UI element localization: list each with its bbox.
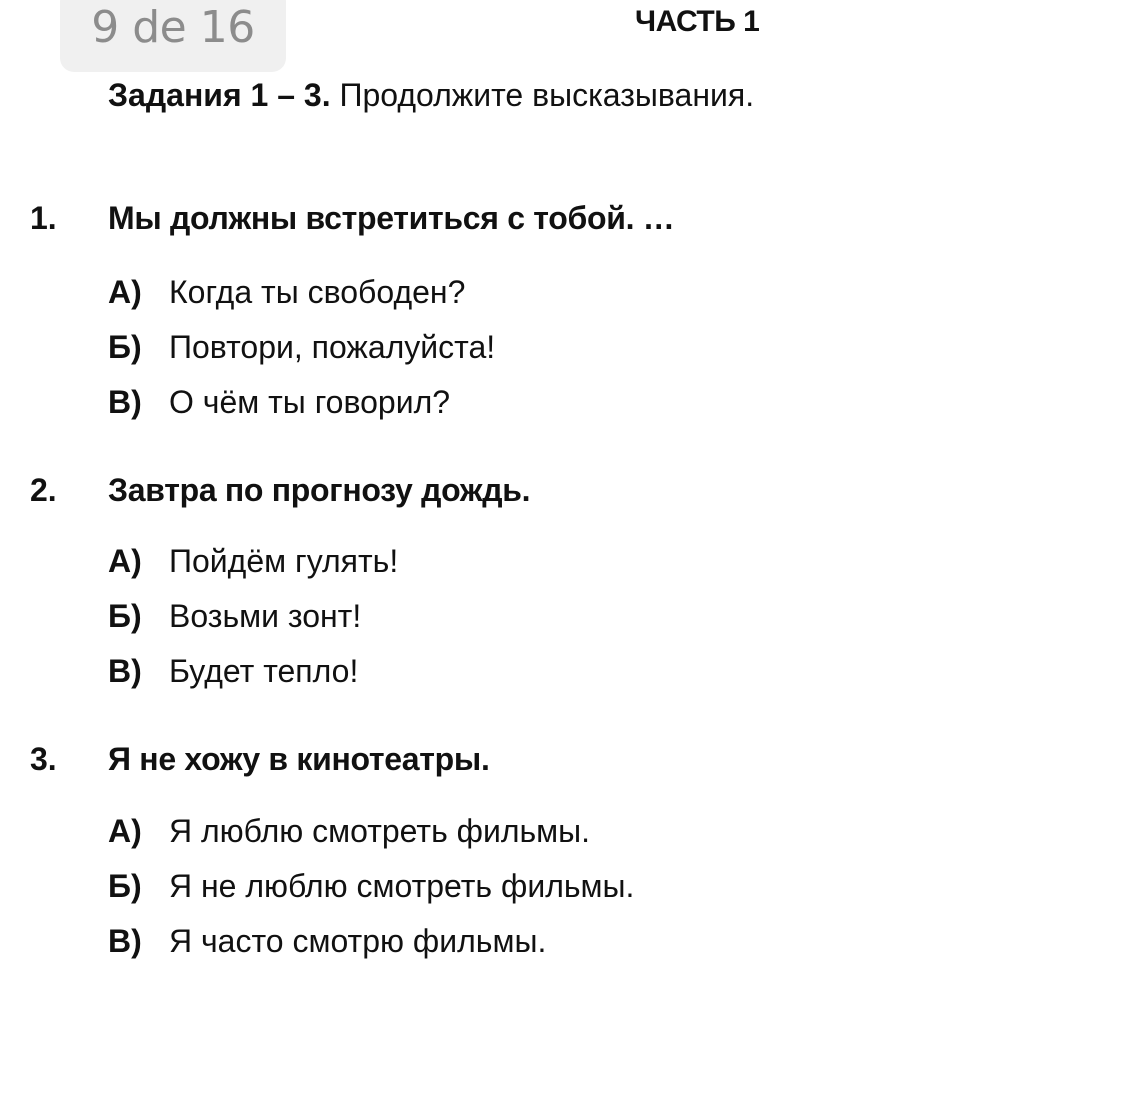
option-letter: А) [108,543,142,579]
option-text: Будет тепло! [169,653,359,689]
instructions-text: Продолжите высказывания. [330,77,755,113]
question-number: 1. [30,200,57,236]
option-text: Когда ты свободен? [169,274,466,310]
question-text: Завтра по прогнозу дождь. [108,472,531,508]
option-text: Я не люблю смотреть фильмы. [169,868,635,904]
instructions [108,75,754,115]
option-text: Повтори, пожалуйста! [169,329,496,365]
option-letter: В) [108,384,142,420]
option-letter: В) [108,923,142,959]
option-letter: Б) [108,598,142,634]
part-title: ЧАСТЬ 1 [635,5,760,38]
option-text: Пойдём гулять! [169,543,399,579]
question-text: Мы должны встретиться с тобой. … [108,200,675,236]
instructions-task-range: Задания 1 – 3. [108,77,331,113]
option-letter: А) [108,274,142,310]
option-text: Я люблю смотреть фильмы. [169,813,591,849]
option-text: О чём ты говорил? [169,384,451,420]
question-number: 2. [30,472,57,508]
option-letter: А) [108,813,142,849]
option-letter: Б) [108,868,142,904]
question-number: 3. [30,741,57,777]
option-text: Возьми зонт! [169,598,362,634]
page-indicator-label: 9 de 16 [91,2,255,53]
option-letter: В) [108,653,142,689]
option-text: Я часто смотрю фильмы. [169,923,547,959]
question-text: Я не хожу в кинотеатры. [108,741,490,777]
option-letter: Б) [108,329,142,365]
page-indicator [60,0,286,72]
